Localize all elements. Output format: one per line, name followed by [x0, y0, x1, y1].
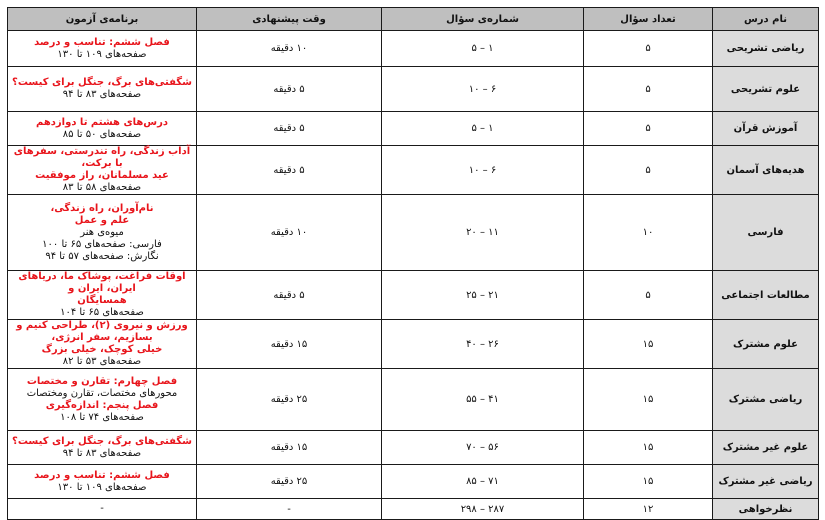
count-cell: ۱۵ [584, 465, 713, 499]
program-topic: آداب زندگی، راه تندرستی، سفرهای با برکت، [13, 146, 191, 169]
subject-cell: هدیه‌های آسمان [713, 146, 819, 195]
program-topic: فصل چهارم: تقارن و مختصات [26, 375, 178, 387]
count-cell: ۵ [584, 146, 713, 195]
numbers-cell: ۲۸۷ – ۲۹۸ [382, 499, 584, 520]
time-cell: ۱۰ دقیقه [197, 195, 382, 271]
program-detail: صفحه‌های ۱۰۹ تا ۱۳۰ [57, 481, 147, 493]
header-time: وقت پیشنهادی [197, 8, 382, 31]
header-numbers: شماره‌ی سؤال [382, 8, 584, 31]
program-detail: صفحه‌های ۵۸ تا ۸۳ [62, 182, 142, 193]
time-cell: ۲۵ دقیقه [197, 465, 382, 499]
subject-cell: ریاضی مشترک [713, 369, 819, 431]
program-topic: فصل ششم: تناسب و درصد [34, 469, 170, 481]
program-detail: نگارش: صفحه‌های ۵۷ تا ۹۴ [45, 250, 159, 262]
table-row [8, 271, 819, 320]
time-cell: - [197, 499, 382, 520]
numbers-cell: ۱ – ۵ [382, 31, 584, 67]
program-detail: فارسی: صفحه‌های ۶۵ تا ۱۰۰ [42, 238, 162, 250]
table-row [8, 67, 819, 112]
numbers-cell: ۶ – ۱۰ [382, 146, 584, 195]
header-count: تعداد سؤال [584, 8, 713, 31]
header-program: برنامه‌ی آزمون [8, 8, 197, 31]
program-topic: درس‌های هشتم تا دوازدهم [36, 116, 168, 128]
subject-cell: علوم غیر مشترک [713, 431, 819, 465]
count-cell: ۵ [584, 67, 713, 112]
program-cell [8, 195, 197, 271]
program-cell [8, 146, 197, 195]
numbers-cell: ۲۶ – ۴۰ [382, 320, 584, 369]
program-topic: فصل ششم: تناسب و درصد [34, 36, 170, 48]
numbers-cell: ۷۱ – ۸۵ [382, 465, 584, 499]
program-topic: نام‌آوران، راه زندگی، [50, 202, 154, 214]
table-row [8, 320, 819, 369]
program-topic: فصل پنجم: اندازه‌گیری [45, 399, 159, 411]
program-cell [8, 271, 197, 320]
program-detail: محورهای مختصات، تقارن ومختصات [26, 387, 178, 399]
program-topic: شگفتی‌های برگ، جنگل برای کیست؟ [12, 435, 192, 447]
table-row [8, 112, 819, 146]
subject-cell: فارسی [713, 195, 819, 271]
header-row [8, 8, 819, 31]
program-cell [8, 67, 197, 112]
time-cell: ۵ دقیقه [197, 67, 382, 112]
time-cell: ۱۰ دقیقه [197, 31, 382, 67]
program-cell [8, 465, 197, 499]
count-cell: ۵ [584, 112, 713, 146]
program-topic: شگفتی‌های برگ، جنگل برای کیست؟ [12, 77, 192, 88]
numbers-cell: ۲۱ – ۲۵ [382, 271, 584, 320]
program-topic: عید مسلمانان، راز موفقیت [35, 170, 169, 181]
subject-cell: ریاضی غیر مشترک [713, 465, 819, 499]
numbers-cell: ۱۱ – ۲۰ [382, 195, 584, 271]
count-cell: ۱۵ [584, 320, 713, 369]
program-detail: صفحه‌های ۸۳ تا ۹۴ [62, 89, 142, 100]
exam-schedule [7, 7, 818, 513]
program-cell [8, 320, 197, 369]
program-cell [8, 369, 197, 431]
numbers-cell: ۱ – ۵ [382, 112, 584, 146]
subject-cell: ریاضی تشریحی [713, 31, 819, 67]
time-cell: ۱۵ دقیقه [197, 431, 382, 465]
count-cell: ۱۰ [584, 195, 713, 271]
table-row [8, 195, 819, 271]
count-cell: ۱۵ [584, 431, 713, 465]
program-topic: علم و عمل [74, 214, 130, 226]
table-row [8, 499, 819, 520]
time-cell: ۲۵ دقیقه [197, 369, 382, 431]
count-cell: ۱۵ [584, 369, 713, 431]
count-cell: ۱۲ [584, 499, 713, 520]
subject-cell: علوم تشریحی [713, 67, 819, 112]
program-detail: صفحه‌های ۷۴ تا ۱۰۸ [60, 411, 144, 423]
table-body [8, 31, 819, 520]
numbers-cell: ۶ – ۱۰ [382, 67, 584, 112]
program-detail: صفحه‌های ۵۳ تا ۸۲ [62, 356, 142, 367]
table-row [8, 31, 819, 67]
time-cell: ۵ دقیقه [197, 146, 382, 195]
program-detail: صفحه‌های ۵۰ تا ۸۵ [62, 128, 142, 140]
subject-cell: علوم مشترک [713, 320, 819, 369]
program-cell [8, 31, 197, 67]
table-row [8, 146, 819, 195]
header-subject: نام درس [713, 8, 819, 31]
subject-cell: نظرخواهی [713, 499, 819, 520]
subject-cell: مطالعات اجتماعی [713, 271, 819, 320]
numbers-cell: ۵۶ – ۷۰ [382, 431, 584, 465]
numbers-cell: ۴۱ – ۵۵ [382, 369, 584, 431]
program-topic: اوقات فراغت، پوشاک ما، دریاهای ایران، ایران و [18, 271, 186, 294]
time-cell: ۱۵ دقیقه [197, 320, 382, 369]
count-cell: ۵ [584, 31, 713, 67]
program-cell [8, 112, 197, 146]
table-row [8, 369, 819, 431]
program-detail: صفحه‌های ۶۵ تا ۱۰۴ [60, 307, 144, 318]
time-cell: ۵ دقیقه [197, 271, 382, 320]
program-topic: خیلی کوچک، خیلی بزرگ [41, 344, 163, 355]
time-cell: ۵ دقیقه [197, 112, 382, 146]
program-topic: همسایگان [77, 295, 127, 306]
program-cell [8, 431, 197, 465]
table-row [8, 431, 819, 465]
exam-table [7, 7, 819, 520]
program-topic: ورزش و نیروی (۲)، طراحی کنیم و بسازیم، سفر انرژی، [16, 320, 188, 343]
subject-cell: آموزش قرآن [713, 112, 819, 146]
program-detail: صفحه‌های ۸۳ تا ۹۴ [62, 447, 142, 459]
table-row [8, 465, 819, 499]
program-cell [8, 499, 197, 520]
program-detail: صفحه‌های ۱۰۹ تا ۱۳۰ [57, 48, 147, 60]
count-cell: ۵ [584, 271, 713, 320]
program-detail: - [100, 503, 104, 514]
program-detail: میوه‌ی هنر [80, 226, 124, 238]
